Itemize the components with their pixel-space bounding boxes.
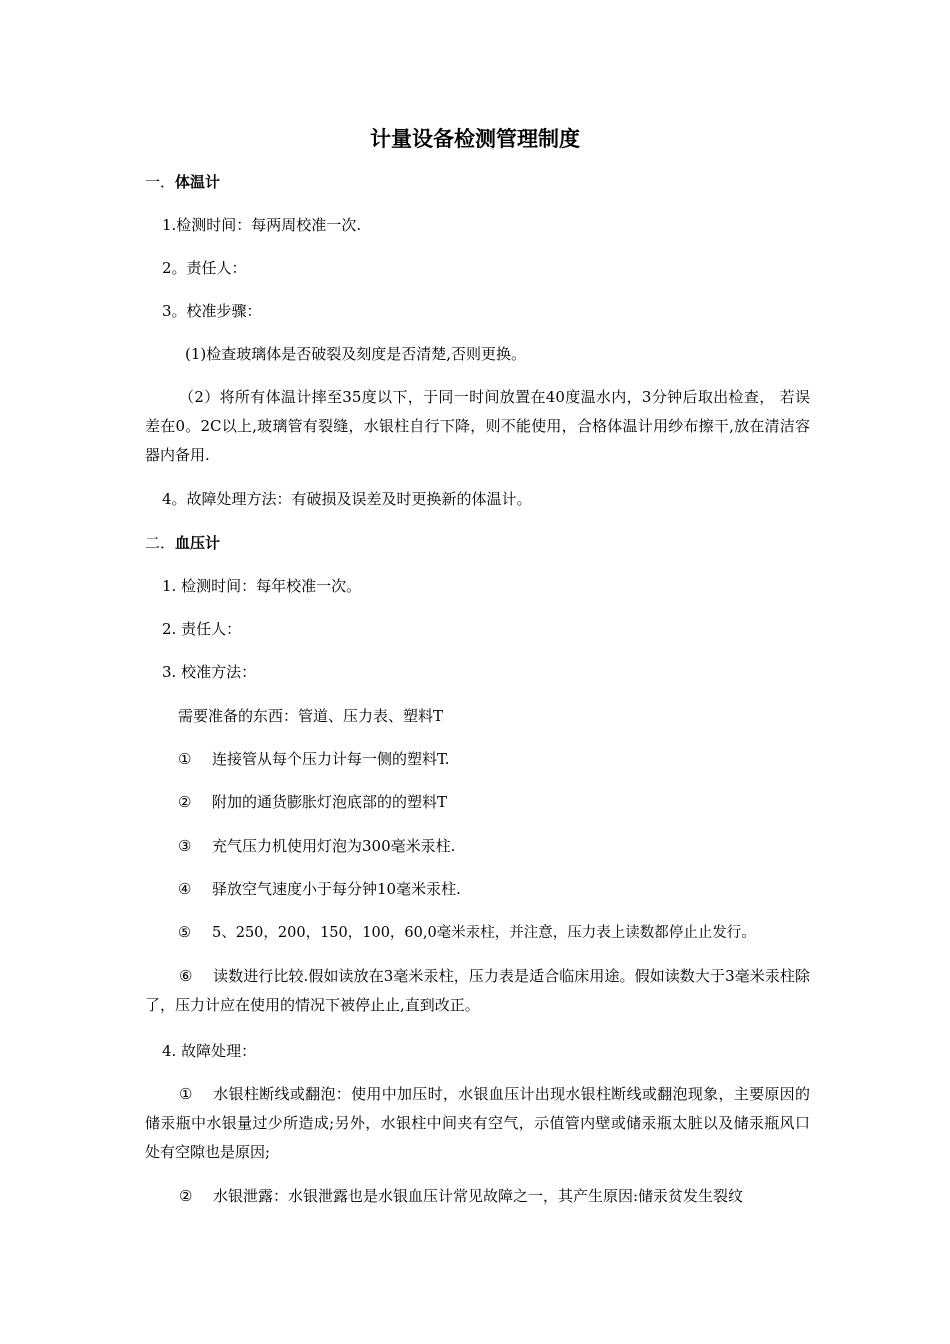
- document-title: 计量设备检测管理制度: [370, 127, 580, 151]
- bp-step: [178, 832, 810, 860]
- step-marker: ⑤: [178, 925, 191, 941]
- bp-step: [178, 919, 810, 947]
- step-text: 读数进行比较.假如读放在3毫米汞柱，压力表是适合临床用途。假如读数大于3毫米汞柱除了，压力计应在使用的情况下被停止止,直到改正。: [145, 967, 810, 1014]
- fault-marker: ①: [179, 1085, 193, 1103]
- step-text: 5、250，200，150，100，60,0毫米汞柱，并注意，压力表上读数都停止止发行。: [212, 925, 756, 941]
- step-marker: ⑥: [179, 967, 193, 985]
- step-marker: ④: [178, 880, 192, 898]
- thermometer-steps-heading: 3。校准步骤：: [162, 302, 262, 320]
- bp-step: [178, 788, 810, 816]
- bp-fault-heading: 4. 故障处理：: [162, 1042, 257, 1060]
- section-name: 体温计: [175, 173, 221, 191]
- section-number: 二．: [145, 534, 176, 552]
- bp-step: [145, 962, 810, 1020]
- thermometer-check-time: 1.检测时间：每两周校准一次.: [162, 216, 362, 234]
- step-text: 驿放空气速度小于每分钟10毫米汞柱.: [212, 880, 461, 898]
- step-text: 附加的通货膨胀灯泡底部的的塑料T: [212, 793, 448, 811]
- bp-fault: [145, 1080, 810, 1167]
- fault-text: 水银柱断线或翻泡：使用中加压时，水银血压计出现水银柱断线或翻泡现象，主要原因的储汞瓶中水银量过少所造成;另外，水银柱中间夹有空气，示值管内壁或储汞瓶太脏以及储汞瓶风口处有空隙也是原因;: [145, 1085, 810, 1161]
- step-marker: ②: [178, 793, 192, 811]
- step-marker: ③: [178, 837, 192, 855]
- thermometer-step-2: （2）将所有体温计摔至35度以下，于同一时间放置在40度温水内，3分钟后取出检查， 若误差在0。2C以上,玻璃管有裂缝，水银柱自行下降，则不能使用，合格体温计用纱布擦干,放在清洁容器内备用.: [145, 388, 810, 464]
- section-heading-thermometer: [145, 168, 810, 196]
- section-heading-sphygmomanometer: [145, 529, 810, 557]
- thermometer-step-1: (1)检查玻璃体是否破裂及刻度是否清楚,否则更换。: [185, 345, 527, 363]
- step-text: 充气压力机使用灯泡为300毫米汞柱.: [212, 837, 456, 855]
- thermometer-responsible: 2。责任人：: [162, 259, 247, 277]
- step-text: 连接管从每个压力计每一侧的塑料T.: [212, 750, 450, 768]
- bp-materials: 需要准备的东西：管道、压力表、塑料T: [178, 707, 444, 725]
- section-name: 血压计: [175, 534, 221, 552]
- bp-check-time: 1. 检测时间：每年校准一次。: [162, 577, 362, 595]
- fault-marker: ②: [179, 1187, 193, 1205]
- bp-step: [178, 745, 810, 773]
- section-number: 一．: [145, 173, 176, 191]
- step-marker: ①: [178, 750, 192, 768]
- bp-responsible: 2. 责任人：: [162, 620, 242, 638]
- fault-text: 水银泄露：水银泄露也是水银血压计常见故障之一，其产生原因:储汞贫发生裂纹: [213, 1187, 744, 1205]
- bp-method-heading: 3. 校准方法：: [162, 663, 257, 681]
- bp-step: [178, 875, 810, 903]
- thermometer-fault-handling: 4。故障处理方法：有破损及误差及时更换新的体温计。: [162, 490, 532, 508]
- bp-fault: [145, 1182, 810, 1211]
